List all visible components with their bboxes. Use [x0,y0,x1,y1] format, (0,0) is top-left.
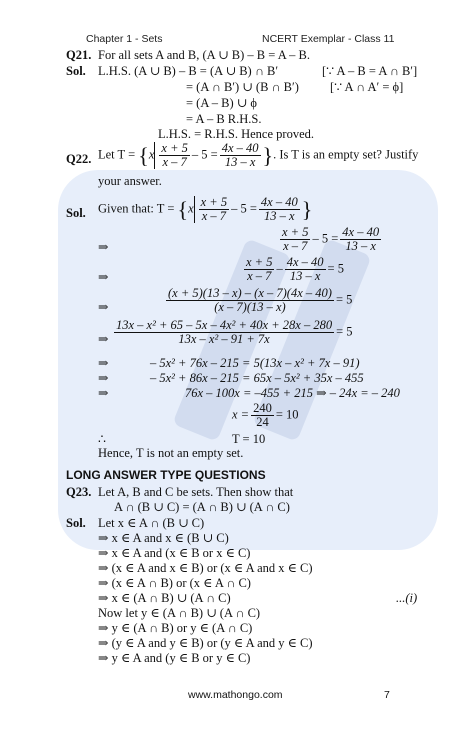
q21-line-1: L.H.S. (A ∪ B) – B = (A ∪ B) ∩ B′ [98,64,279,78]
q23-line-8: ⇒ y ∈ (A ∩ B) or y ∈ (A ∩ C) [98,621,253,635]
q22-step-7: 76x – 100x = –455 + 215 ⇒ – 24x = – 240 [185,386,400,400]
q22-lead: Let T = [98,147,136,162]
q21-line-3: = (A – B) ∪ ϕ [186,96,257,110]
q21-reason-1: [∵ A – B = A ∩ B′] [322,64,418,78]
q21-line-4: = A – B R.H.S. [186,112,262,126]
q22-set-condition: $\frac{x + 5}{x - 7}$ – 5 = $\frac{4x - 40}{13 - x}$ [154,142,262,169]
q22-step-1: $\frac{x + 5}{x - 7}$ – 5 = $\frac{4x - 40}{13 - x}$ [282,225,380,253]
header-chapter: Chapter 1 - Sets [86,33,163,45]
q21-reason-2: [∵ A ∩ A′ = ϕ] [330,80,404,94]
q22-brace-close: } [262,143,274,168]
q23-line-2: ⇒ x ∈ A and x ∈ (B ∪ C) [98,531,229,545]
q21-line-5: L.H.S. = R.H.S. Hence proved. [158,127,314,141]
q22-statement [98,142,418,169]
q21-line-2: = (A ∩ B′) ∪ (B ∩ B′) [186,80,299,94]
page-number: 7 [384,689,390,701]
q23-text-2: A ∩ (B ∪ C) = (A ∩ B) ∪ (A ∩ C) [114,500,290,514]
q22-label: Q22. [66,152,92,166]
footer-url[interactable]: www.mathongo.com [188,689,283,701]
q22-brace-open: { [138,143,149,168]
q22-arrow-1: ⇒ [98,240,109,254]
q22-arrow-3: ⇒ [98,300,109,314]
q23-line-6: ⇒ x ∈ (A ∩ B) ∪ (A ∩ C) [98,591,231,605]
q23-sol: Sol. [66,516,86,530]
q23-text: Let A, B and C be sets. Then show that [98,485,294,499]
q22-therefore: ∴ [98,432,106,446]
q22-sol: Sol. [66,206,86,220]
q22-step-4: $\frac{\text{13x – x² + 65 – 5x – 4x² + 40x + 28x – 280}}{\text{13x – x² – 91 + 7x}}$ = 5 [116,318,353,346]
q22-step-8: x = $\frac{240}{24}$ = 10 [232,401,299,429]
q23-tag: ...(i) [396,591,418,605]
q23-line-4: ⇒ (x ∈ A and x ∈ B) or (x ∈ A and x ∈ C) [98,561,313,575]
q22-tail-2: your answer. [98,174,162,188]
q23-line-10: ⇒ y ∈ A and (y ∈ B or y ∈ C) [98,651,251,665]
q22-step-9: T = 10 [232,432,266,446]
q23-line-1: Let x ∈ A ∩ (B ∪ C) [98,516,205,530]
q21-sol: Sol. [66,64,86,78]
q22-arrow-2: ⇒ [98,270,109,284]
q22-step-3: $\frac{(x + 5)(13 - x) - (x - 7)(4x - 40)}{(x - 7)(13 - x)}$ = 5 [168,286,353,314]
q23-line-5: ⇒ (x ∈ A ∩ B) or (x ∈ A ∩ C) [98,576,251,590]
q22-given: Given that: T = {x $\frac{x + 5}{x - 7}$ – 5 = $\frac{4x - 40}{13 - x}$ } [98,195,313,223]
section-heading: LONG ANSWER TYPE QUESTIONS [66,468,266,482]
q22-arrow-6: ⇒ [98,371,109,385]
q21-label: Q21. [66,48,92,62]
q21-text: For all sets A and B, (A ∪ B) – B = A – B. [98,48,310,62]
q22-step-2: $\frac{x + 5}{x - 7}$ – $\frac{4x - 40}{13 - x}$ = 5 [246,255,344,283]
q22-var: x [148,147,155,162]
q22-arrow-5: ⇒ [98,356,109,370]
header-class: NCERT Exemplar - Class 11 [262,33,395,45]
q22-step-5: – 5x² + 76x – 215 = 5(13x – x² + 7x – 91) [150,356,360,370]
q22-arrow-7: ⇒ [98,386,109,400]
q22-conclusion: Hence, T is not an empty set. [98,446,244,460]
q22-tail: . Is T is an empty set? Justify [273,147,419,162]
q23-line-9: ⇒ (y ∈ A and y ∈ B) or (y ∈ A and y ∈ C) [98,636,313,650]
q23-label: Q23. [66,485,92,499]
q22-arrow-4: ⇒ [98,332,109,346]
q23-line-7: Now let y ∈ (A ∩ B) ∪ (A ∩ C) [98,606,261,620]
q23-line-3: ⇒ x ∈ A and (x ∈ B or x ∈ C) [98,546,251,560]
q22-step-6: – 5x² + 86x – 215 = 65x – 5x² + 35x – 455 [150,371,364,385]
